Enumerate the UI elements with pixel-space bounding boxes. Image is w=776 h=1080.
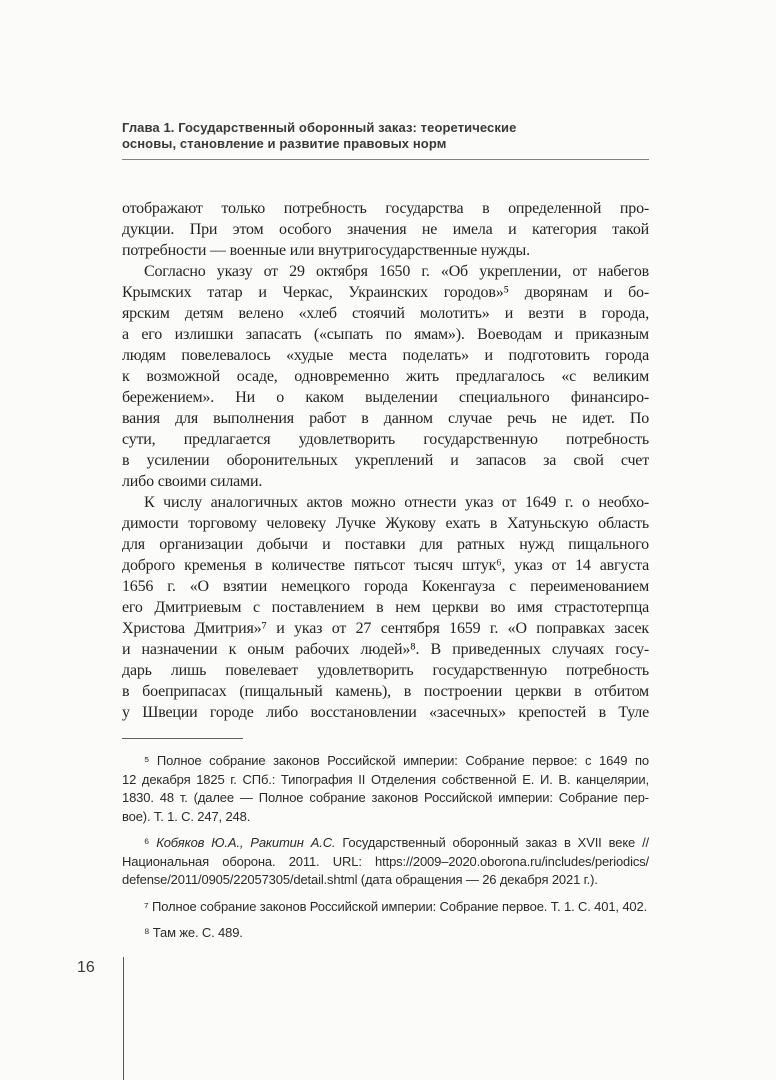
body-line: к возможной осаде, одновременно жить предлагалось «с великим: [122, 368, 649, 385]
footnotes: [122, 752, 649, 951]
body-line: либо своими силами.: [122, 473, 263, 490]
footnote-line: 12 декабря 1825 г. СПб.: Типография II Отделения собственной Е. И. В. канцелярии,: [122, 771, 649, 787]
footnote-line: ⁷ Полное собрание законов Российской империи: Собрание первое. Т. 1. С. 401, 402.: [144, 898, 648, 914]
body-line: дарь лишь повелевает удовлетворить государственную потребность: [122, 662, 649, 679]
footnote-8: [122, 924, 649, 943]
body-line: а его излишки запасать («сыпать по ямам»). Воеводам и приказным: [122, 326, 649, 343]
footnote-text: Государственный оборонный заказ в XVII веке //: [335, 835, 649, 850]
body-line: для организации добычи и поставки для ратных нужд пищального: [122, 536, 649, 553]
footnote-line: defense/2011/0905/22057305/detail.shtml (дата обращения — 26 декабря 2021 г.).: [122, 872, 598, 887]
body-line: ярским детям велено «хлеб стоячий молотить» и везти в города,: [122, 305, 649, 322]
body-line: дукции. При этом особого значения не имела и категория такой: [122, 221, 649, 238]
body-line: вания для выполнения работ в данном случае речь не идет. По: [122, 410, 649, 427]
running-header-line1: Глава 1. Государственный оборонный заказ: теоретические: [122, 120, 517, 135]
footnote-marker: ⁶: [144, 835, 157, 850]
body-line: отображают только потребность государства в определенной про-: [122, 200, 649, 217]
body-line: Согласно указу от 29 октября 1650 г. «Об укреплении, от набегов: [144, 263, 649, 280]
body-line: 1656 г. «О взятии немецкого города Кокенгауза с переименованием: [122, 578, 649, 595]
body-line: Крымских татар и Черкас, Украинских городов»⁵ дворянам и бо-: [122, 284, 649, 301]
footnote-6: [122, 834, 649, 890]
footnote-line: [122, 834, 649, 853]
header-rule: [122, 159, 649, 160]
body-text: [122, 198, 649, 723]
body-line: в усилении оборонительных укреплений и запасов за свой счет: [122, 452, 649, 469]
footnote-7: [122, 898, 649, 917]
body-line: сути, предлагается удовлетворить государственную потребность: [122, 431, 649, 448]
page-number: 16: [77, 959, 95, 976]
footer-vertical-rule: [123, 957, 124, 1080]
footnote-line: вое). Т. 1. С. 247, 248.: [122, 808, 251, 824]
body-line: и назначении к оным рабочих людей»⁸. В приведенных случаях госу-: [122, 641, 649, 658]
body-line: доброго кременья в количестве пятьсот тысяч штук⁶, указ от 14 августа: [122, 557, 649, 574]
footnote-authors: Кобяков Ю.А., Ракитин А.С.: [156, 835, 336, 850]
footnote-5: [122, 752, 649, 826]
footnote-separator: [122, 738, 243, 739]
body-line: его Дмитриевым с поставлением в нем церкви во имя страстотерпца: [122, 599, 649, 616]
body-line: потребности — военные или внутригосударственные нужды.: [122, 242, 530, 259]
footnote-line: ⁵ Полное собрание законов Российской империи: Собрание первое: с 1649 по: [144, 753, 649, 768]
footnote-line: ⁸ Там же. С. 489.: [144, 925, 243, 940]
body-line: димости торговому человеку Лучке Жукову ехать в Хатуньскую область: [122, 515, 649, 532]
body-line: у Швеции городе либо восстановлении «засечных» крепостей в Туле: [122, 704, 649, 721]
body-line: К числу аналогичных актов можно отнести указ от 1649 г. о необхо-: [144, 494, 649, 511]
body-line: людям повелевалось «худые места поделать» и подготовить города: [122, 347, 649, 364]
running-header-line2: основы, становление и развитие правовых норм: [122, 136, 447, 151]
footnote-line: 1830. 48 т. (далее — Полное собрание законов Российской империи: Собрание пер-: [122, 790, 649, 805]
body-line: в боеприпасах (пищальный камень), в построении церкви в отбитом: [122, 683, 649, 700]
footnote-line: Национальная оборона. 2011. URL: https://2009–2020.oborona.ru/includes/periodics/: [122, 853, 649, 869]
body-line: Христова Дмитрия»⁷ и указ от 27 сентября 1659 г. «О поправках засек: [122, 620, 649, 637]
running-header: [122, 120, 649, 152]
body-line: бережением». Ни о каком выделении специального финансиро-: [122, 389, 649, 406]
